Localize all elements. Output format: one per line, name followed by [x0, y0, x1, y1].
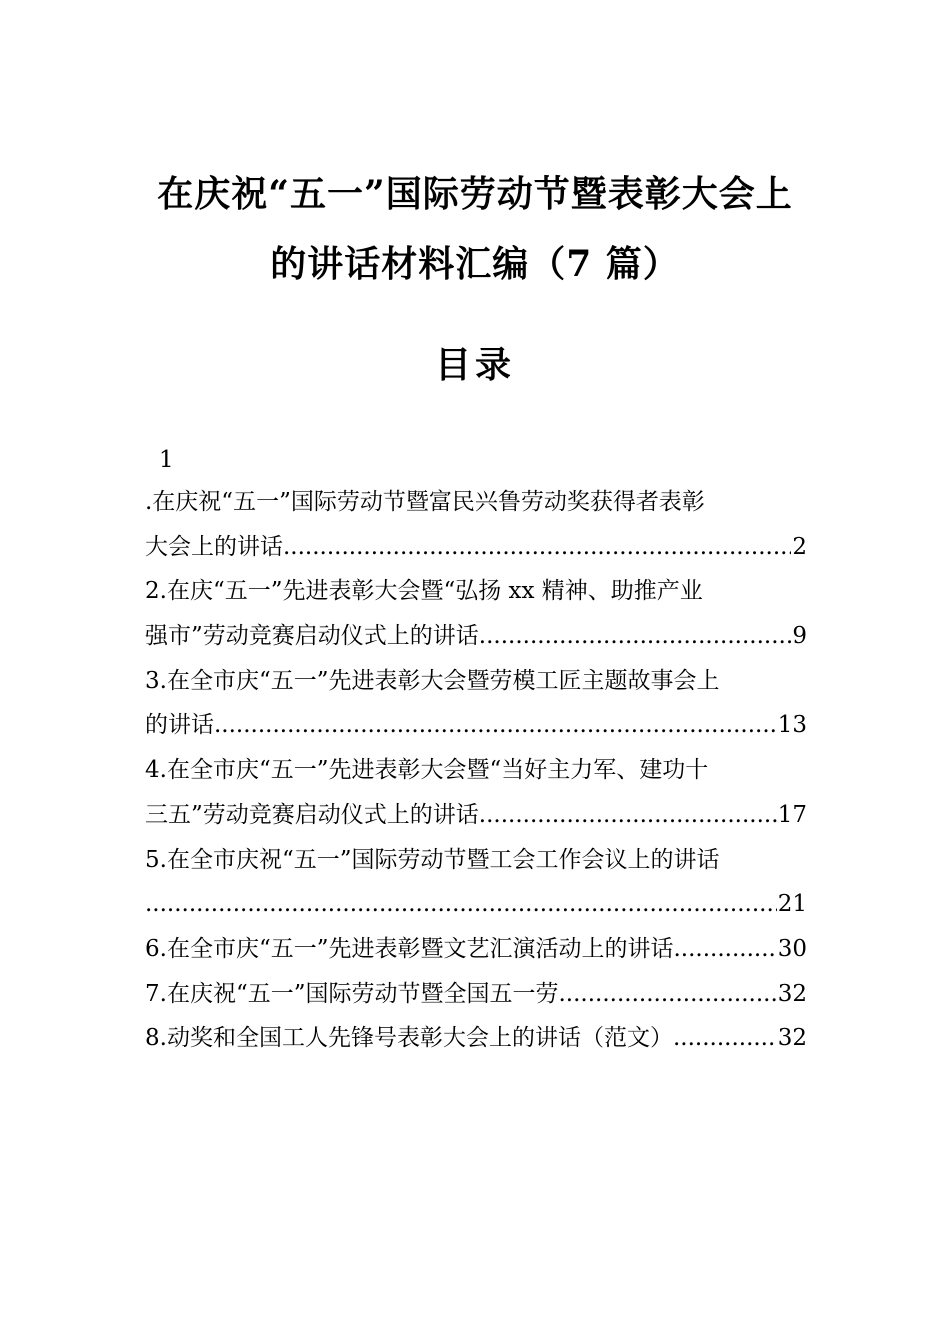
document-title-line-2: 的讲话材料汇编（7 篇） [270, 243, 680, 285]
dot-leader [145, 882, 777, 927]
toc-entry-text: 的讲话 [145, 712, 214, 739]
toc-page-number: 32 [777, 1025, 807, 1052]
toc-page-number: 32 [777, 980, 807, 1007]
toc-page-number: 30 [777, 935, 807, 962]
dot-leader [558, 972, 776, 1017]
dot-leader [673, 1016, 777, 1061]
toc-entry-8[interactable] [145, 1016, 807, 1061]
dot-leader [214, 703, 777, 748]
dot-leader [283, 525, 791, 570]
toc-entry-2-line-1[interactable]: 2.在庆“五一”先进表彰大会暨“弘扬 xx 精神、助推产业 [145, 578, 703, 605]
toc-entry-3-line-1[interactable]: 3.在全市庆“五一”先进表彰大会暨劳模工匠主题故事会上 [145, 667, 720, 694]
toc-entry-2-line-2[interactable] [145, 614, 807, 659]
dot-leader [479, 793, 777, 838]
toc-entry-1-line-1[interactable]: .在庆祝“五一”国际劳动节暨富民兴鲁劳动奖获得者表彰 [145, 489, 705, 515]
toc-entry-4-line-2[interactable] [145, 793, 807, 838]
toc-page-number: 9 [792, 623, 807, 650]
toc-page-number: 2 [792, 533, 807, 560]
toc-entry-text: 强市”劳动竞赛启动仪式上的讲话 [145, 623, 479, 650]
toc-entry-text: 8.动奖和全国工人先锋号表彰大会上的讲话（范文） [145, 1025, 673, 1052]
toc-page-number: 17 [777, 801, 807, 828]
toc-entry-text: 6.在全市庆“五一”先进表彰暨文艺汇演活动上的讲话 [145, 935, 674, 962]
document-title-line-1: 在庆祝“五一”国际劳动节暨表彰大会上 [157, 173, 793, 215]
toc-entry-6[interactable] [145, 927, 807, 972]
toc-entry-4-line-1[interactable]: 4.在全市庆“五一”先进表彰大会暨“当好主力军、建功十 [145, 757, 709, 784]
dot-leader [479, 614, 792, 659]
toc-heading: 目录 [434, 344, 515, 386]
toc-entry-1-line-2[interactable] [145, 525, 807, 570]
toc-entry-5-line-1[interactable]: 5.在全市庆祝“五一”国际劳动节暨工会工作会议上的讲话 [145, 846, 720, 873]
table-of-contents [145, 440, 807, 1061]
toc-page-number: 13 [777, 712, 807, 739]
toc-entry-text: 三五”劳动竞赛启动仪式上的讲话 [145, 801, 479, 828]
toc-entry-text: 7.在庆祝“五一”国际劳动节暨全国五一劳 [145, 980, 559, 1007]
toc-entry-5-line-2[interactable] [145, 882, 807, 927]
toc-entry-text: 大会上的讲话 [145, 533, 283, 560]
toc-entry-7[interactable] [145, 972, 807, 1017]
toc-page-number: 21 [777, 891, 807, 918]
dot-leader [673, 927, 776, 972]
toc-first-number: 1 [159, 447, 174, 473]
toc-entry-3-line-2[interactable] [145, 703, 807, 748]
